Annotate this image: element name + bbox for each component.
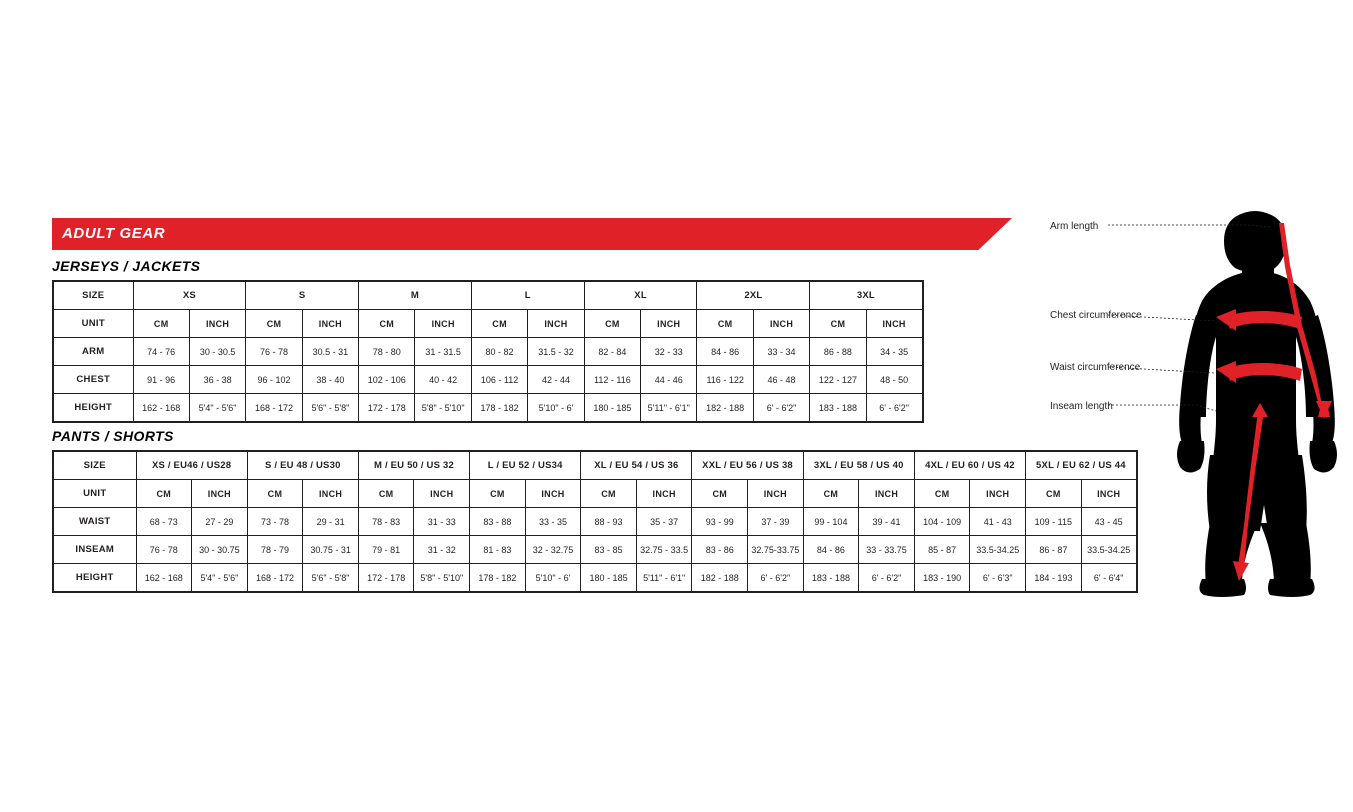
cell: 78 - 80 (359, 338, 415, 366)
table-row-unit (53, 480, 1137, 508)
cell: 83 - 85 (581, 536, 637, 564)
size-header-2xl: 2XL (697, 281, 810, 310)
cell: 83 - 88 (470, 508, 526, 536)
cell: 29 - 31 (303, 508, 359, 536)
unit-cell: CM (810, 310, 866, 338)
table-row (53, 366, 923, 394)
cell: 5'6" - 5'8" (302, 394, 358, 423)
cell: 78 - 83 (358, 508, 414, 536)
cell: 109 - 115 (1026, 508, 1082, 536)
unit-cell: INCH (748, 480, 804, 508)
row-label-size: SIZE (53, 281, 133, 310)
cell: 40 - 42 (415, 366, 471, 394)
silhouette-body (1177, 211, 1337, 597)
cell: 32.75 - 33.5 (636, 536, 692, 564)
cell: 172 - 178 (359, 394, 415, 423)
cell: 73 - 78 (247, 508, 303, 536)
row-label-waist: WAIST (53, 508, 136, 536)
cell: 84 - 86 (803, 536, 859, 564)
cell: 99 - 104 (803, 508, 859, 536)
unit-cell: CM (471, 310, 527, 338)
cell: 32.75-33.75 (748, 536, 804, 564)
size-header-s: S / EU 48 / US30 (247, 451, 358, 480)
cell: 38 - 40 (302, 366, 358, 394)
callout-label-waist-circumference: Waist circumference (1050, 362, 1141, 373)
cell: 6' - 6'2" (866, 394, 922, 423)
cell: 68 - 73 (136, 508, 192, 536)
pants-shorts-size-table (52, 450, 1138, 593)
cell: 32 - 32.75 (525, 536, 581, 564)
cell: 172 - 178 (358, 564, 414, 593)
cell: 31.5 - 32 (528, 338, 584, 366)
size-header-3xl: 3XL (810, 281, 923, 310)
cell: 96 - 102 (246, 366, 302, 394)
row-label-inseam: INSEAM (53, 536, 136, 564)
row-label-height: HEIGHT (53, 394, 133, 423)
cell: 93 - 99 (692, 508, 748, 536)
unit-cell: INCH (641, 310, 697, 338)
cell: 30.5 - 31 (302, 338, 358, 366)
unit-cell: INCH (636, 480, 692, 508)
cell: 43 - 45 (1081, 508, 1137, 536)
cell: 183 - 190 (914, 564, 970, 593)
cell: 6' - 6'4" (1081, 564, 1137, 593)
unit-cell: CM (697, 310, 753, 338)
cell: 33.5-34.25 (970, 536, 1026, 564)
cell: 37 - 39 (748, 508, 804, 536)
cell: 182 - 188 (692, 564, 748, 593)
cell: 104 - 109 (914, 508, 970, 536)
cell: 162 - 168 (133, 394, 189, 423)
unit-cell: CM (470, 480, 526, 508)
cell: 34 - 35 (866, 338, 922, 366)
cell: 112 - 116 (584, 366, 640, 394)
unit-cell: INCH (302, 310, 358, 338)
size-header-xl: XL / EU 54 / US 36 (581, 451, 692, 480)
size-header-m: M / EU 50 / US 32 (358, 451, 469, 480)
unit-cell: INCH (859, 480, 915, 508)
cell: 46 - 48 (753, 366, 809, 394)
cell: 27 - 29 (192, 508, 248, 536)
cell: 5'4" - 5'6" (192, 564, 248, 593)
cell: 91 - 96 (133, 366, 189, 394)
row-label-chest: CHEST (53, 366, 133, 394)
cell: 5'6" - 5'8" (303, 564, 359, 593)
cell: 31 - 33 (414, 508, 470, 536)
table-row (53, 394, 923, 423)
unit-cell: CM (803, 480, 859, 508)
cell: 33 - 34 (753, 338, 809, 366)
row-label-size: SIZE (53, 451, 136, 480)
table-row (53, 338, 923, 366)
cell: 81 - 83 (470, 536, 526, 564)
row-label-unit: UNIT (53, 480, 136, 508)
size-header-l: L / EU 52 / US34 (470, 451, 581, 480)
unit-cell: INCH (866, 310, 922, 338)
size-header-4xl: 4XL / EU 60 / US 42 (914, 451, 1025, 480)
table-row (53, 536, 1137, 564)
callout-label-chest-circumference: Chest circumference (1050, 310, 1142, 321)
cell: 41 - 43 (970, 508, 1026, 536)
section-title-pants: PANTS / SHORTS (52, 428, 174, 444)
size-header-xxl: XXL / EU 56 / US 38 (692, 451, 803, 480)
cell: 83 - 86 (692, 536, 748, 564)
cell: 168 - 172 (247, 564, 303, 593)
unit-cell: CM (133, 310, 189, 338)
cell: 39 - 41 (859, 508, 915, 536)
cell: 116 - 122 (697, 366, 753, 394)
cell: 102 - 106 (359, 366, 415, 394)
cell: 162 - 168 (136, 564, 192, 593)
cell: 31 - 32 (414, 536, 470, 564)
cell: 6' - 6'3" (970, 564, 1026, 593)
size-header-xl: XL (584, 281, 697, 310)
size-header-l: L (471, 281, 584, 310)
unit-cell: INCH (189, 310, 245, 338)
cell: 78 - 79 (247, 536, 303, 564)
adult-gear-banner (52, 218, 1012, 250)
cell: 183 - 188 (803, 564, 859, 593)
size-header-xs: XS / EU46 / US28 (136, 451, 247, 480)
cell: 88 - 93 (581, 508, 637, 536)
size-header-s: S (246, 281, 359, 310)
unit-cell: INCH (414, 480, 470, 508)
cell: 30 - 30.75 (192, 536, 248, 564)
cell: 106 - 112 (471, 366, 527, 394)
row-label-height: HEIGHT (53, 564, 136, 593)
cell: 6' - 6'2" (753, 394, 809, 423)
cell: 32 - 33 (641, 338, 697, 366)
body-silhouette-svg (1030, 205, 1340, 605)
cell: 33 - 33.75 (859, 536, 915, 564)
unit-cell: INCH (303, 480, 359, 508)
cell: 85 - 87 (914, 536, 970, 564)
cell: 79 - 81 (358, 536, 414, 564)
cell: 180 - 185 (584, 394, 640, 423)
size-header-3xl: 3XL / EU 58 / US 40 (803, 451, 914, 480)
cell: 44 - 46 (641, 366, 697, 394)
cell: 30 - 30.5 (189, 338, 245, 366)
cell: 5'11" - 6'1" (636, 564, 692, 593)
unit-cell: INCH (753, 310, 809, 338)
cell: 5'11" - 6'1" (641, 394, 697, 423)
cell: 183 - 188 (810, 394, 866, 423)
row-label-unit: UNIT (53, 310, 133, 338)
unit-cell: INCH (415, 310, 471, 338)
cell: 35 - 37 (636, 508, 692, 536)
cell: 84 - 86 (697, 338, 753, 366)
banner-title: ADULT GEAR (62, 225, 166, 242)
cell: 86 - 88 (810, 338, 866, 366)
cell: 122 - 127 (810, 366, 866, 394)
cell: 182 - 188 (697, 394, 753, 423)
unit-cell: CM (247, 480, 303, 508)
cell: 80 - 82 (471, 338, 527, 366)
size-header-xs: XS (133, 281, 246, 310)
unit-cell: CM (246, 310, 302, 338)
cell: 5'10" - 6' (528, 394, 584, 423)
cell: 184 - 193 (1026, 564, 1082, 593)
jerseys-jackets-size-table (52, 280, 924, 423)
table-row (53, 564, 1137, 593)
unit-cell: CM (359, 310, 415, 338)
unit-cell: CM (1026, 480, 1082, 508)
size-header-m: M (359, 281, 472, 310)
unit-cell: CM (692, 480, 748, 508)
cell: 42 - 44 (528, 366, 584, 394)
table-row-size (53, 451, 1137, 480)
unit-cell: CM (581, 480, 637, 508)
unit-cell: INCH (525, 480, 581, 508)
cell: 5'8" - 5'10" (414, 564, 470, 593)
unit-cell: INCH (192, 480, 248, 508)
cell: 33 - 35 (525, 508, 581, 536)
cell: 48 - 50 (866, 366, 922, 394)
section-title-jerseys: JERSEYS / JACKETS (52, 258, 201, 274)
cell: 180 - 185 (581, 564, 637, 593)
cell: 76 - 78 (246, 338, 302, 366)
cell: 36 - 38 (189, 366, 245, 394)
unit-cell: CM (914, 480, 970, 508)
unit-cell: INCH (1081, 480, 1137, 508)
size-header-5xl: 5XL / EU 62 / US 44 (1026, 451, 1137, 480)
cell: 82 - 84 (584, 338, 640, 366)
unit-cell: CM (584, 310, 640, 338)
table-row (53, 508, 1137, 536)
cell: 178 - 182 (471, 394, 527, 423)
callout-label-arm-length: Arm length (1050, 221, 1099, 232)
cell: 86 - 87 (1026, 536, 1082, 564)
cell: 30.75 - 31 (303, 536, 359, 564)
cell: 5'4" - 5'6" (189, 394, 245, 423)
cell: 76 - 78 (136, 536, 192, 564)
cell: 6' - 6'2" (859, 564, 915, 593)
cell: 5'10" - 6' (525, 564, 581, 593)
cell: 5'8" - 5'10" (415, 394, 471, 423)
callout-label-inseam-length: Inseam length (1050, 401, 1113, 412)
unit-cell: INCH (970, 480, 1026, 508)
banner-shape (52, 218, 1012, 250)
cell: 33.5-34.25 (1081, 536, 1137, 564)
unit-cell: CM (358, 480, 414, 508)
cell: 31 - 31.5 (415, 338, 471, 366)
cell: 178 - 182 (470, 564, 526, 593)
cell: 6' - 6'2" (748, 564, 804, 593)
table-row-unit (53, 310, 923, 338)
table-row-size (53, 281, 923, 310)
measurement-figure (1030, 205, 1340, 605)
cell: 168 - 172 (246, 394, 302, 423)
unit-cell: CM (136, 480, 192, 508)
row-label-arm: ARM (53, 338, 133, 366)
unit-cell: INCH (528, 310, 584, 338)
cell: 74 - 76 (133, 338, 189, 366)
